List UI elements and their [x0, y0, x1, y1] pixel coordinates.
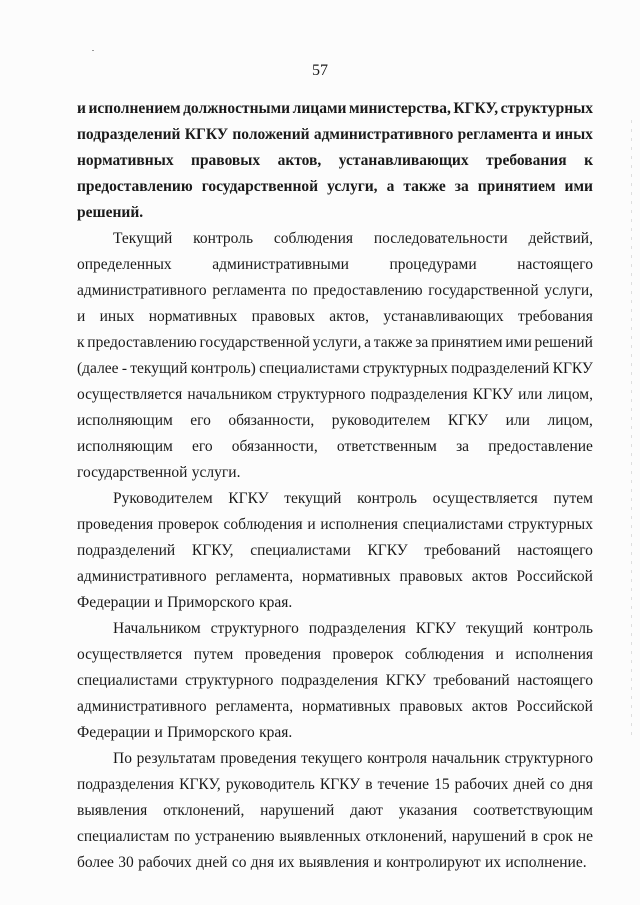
- text-line: выявления отклонений, нарушений дают указания соответствующим: [77, 802, 593, 819]
- text-line: и иных нормативных правовых актов, устанавливающих требования: [77, 308, 593, 325]
- text-line: проведения проверок соблюдения и исполнения специалистами структурных: [77, 516, 593, 533]
- paragraph-5: [77, 746, 593, 876]
- text-line: (далее - текущий контроль) специалистами структурных подразделений КГКУ: [77, 360, 593, 377]
- text-line: специалистами структурного подразделения КГКУ требований настоящего: [77, 672, 593, 689]
- text-line: осуществляется начальником структурного подразделения КГКУ или лицом,: [77, 386, 593, 403]
- text-line: Федерации и Приморского края.: [77, 724, 293, 741]
- text-line: и исполнением должностными лицами министерства, КГКУ, структурных: [77, 100, 593, 117]
- text-line: государственной услуги.: [77, 464, 241, 481]
- text-line: административного регламента, нормативных правовых актов Российской: [77, 698, 593, 715]
- scan-edge-artifact: [631, 120, 632, 740]
- text-line: осуществляется путем проведения проверок соблюдения и исполнения: [77, 646, 593, 663]
- scan-artifact: [92, 50, 94, 51]
- text-line: подразделений КГКУ, специалистами КГКУ требований настоящего: [77, 542, 593, 559]
- text-line: По результатам проведения текущего контроля начальник структурного: [113, 750, 593, 767]
- text-line: исполняющим его обязанности, руководителем КГКУ или лицом,: [77, 412, 593, 429]
- paragraph-1: [77, 96, 593, 226]
- text-line: более 30 рабочих дней со дня их выявления и контролируют их исполнение.: [77, 854, 587, 871]
- text-line: подразделения КГКУ, руководитель КГКУ в течение 15 рабочих дней со дня: [77, 776, 593, 793]
- paragraph-2: [77, 226, 593, 486]
- paragraph-4: [77, 616, 593, 746]
- document-body: [77, 96, 593, 876]
- text-line: специалистам по устранению выявленных отклонений, нарушений в срок не: [77, 828, 593, 845]
- text-line: Федерации и Приморского края.: [77, 594, 293, 611]
- text-line: подразделений КГКУ положений административного регламента и иных: [77, 126, 593, 143]
- text-line: предоставлению государственной услуги, а также за принятием ими: [77, 178, 593, 195]
- paragraph-3: [77, 486, 593, 616]
- text-line: определенных административными процедурами настоящего: [77, 256, 593, 273]
- text-line: Начальником структурного подразделения КГКУ текущий контроль: [113, 620, 593, 637]
- text-line: к предоставлению государственной услуги, а также за принятием ими решений: [77, 334, 593, 351]
- text-line: административного регламента по предоставлению государственной услуги,: [77, 282, 593, 299]
- text-line: нормативных правовых актов, устанавливающих требования к: [77, 152, 593, 169]
- text-line: Руководителем КГКУ текущий контроль осуществляется путем: [113, 490, 593, 507]
- text-line: решений.: [77, 204, 144, 221]
- text-line: административного регламента, нормативных правовых актов Российской: [77, 568, 593, 585]
- text-line: Текущий контроль соблюдения последовательности действий,: [113, 230, 593, 247]
- text-line: исполняющим его обязанности, ответственным за предоставление: [77, 438, 593, 455]
- page-number: 57: [312, 62, 328, 79]
